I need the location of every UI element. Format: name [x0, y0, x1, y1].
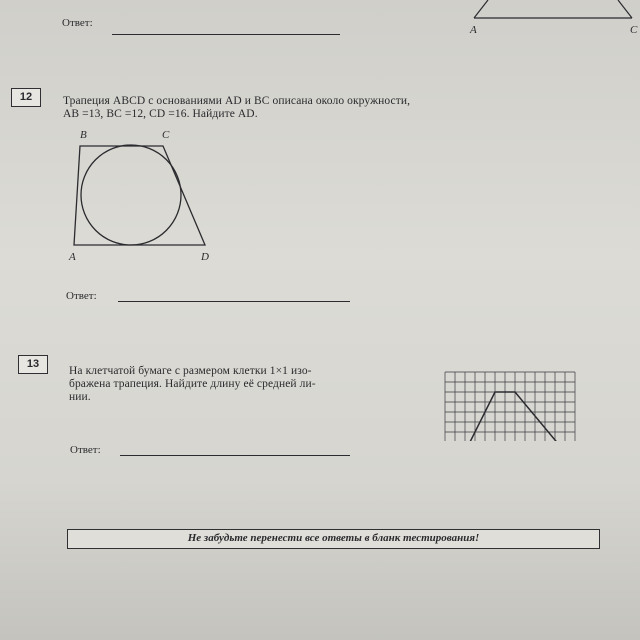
task-text-13-line1: На клетчатой бумаге с размером клетки 1×1 изо- [69, 365, 312, 377]
answer-field-13[interactable] [120, 455, 350, 456]
task-text-12-line2: AB =13, BC =12, CD =16. Найдите AD. [63, 108, 258, 120]
vertex-label-b: B [80, 129, 87, 141]
triangle-figure-11 [460, 0, 640, 40]
task-text-13 [69, 365, 434, 404]
vertex-label-c-11: C [630, 24, 638, 36]
reminder-box [67, 529, 600, 549]
answer-field-11[interactable] [112, 34, 340, 35]
task-text-12 [63, 95, 603, 121]
answer-label-11: Ответ: [62, 17, 93, 29]
vertex-label-d: D [201, 251, 209, 263]
reminder-text: Не забудьте перенести все ответы в бланк тестирования! [187, 532, 480, 544]
vertex-label-a: A [69, 251, 76, 263]
task-text-13-line3: нии. [69, 391, 91, 403]
task-text-13-line2: бражена трапеция. Найдите длину её средней ли- [69, 378, 316, 390]
grid-figure-13 [442, 369, 582, 441]
task-text-12-line1: Трапеция ABCD с основаниями AD и BC описана около окружности, [63, 95, 411, 107]
inscribed-circle [81, 145, 181, 245]
trapezoid-figure-12 [60, 125, 220, 265]
answer-field-12[interactable] [118, 301, 350, 302]
answer-label-13: Ответ: [70, 444, 101, 456]
task-number-13: 13 [18, 355, 48, 374]
task-number-12: 12 [11, 88, 41, 107]
answer-label-12: Ответ: [66, 290, 97, 302]
grid-lines [445, 372, 575, 441]
vertex-label-c: C [162, 129, 170, 141]
vertex-label-a-11: A [470, 24, 477, 36]
